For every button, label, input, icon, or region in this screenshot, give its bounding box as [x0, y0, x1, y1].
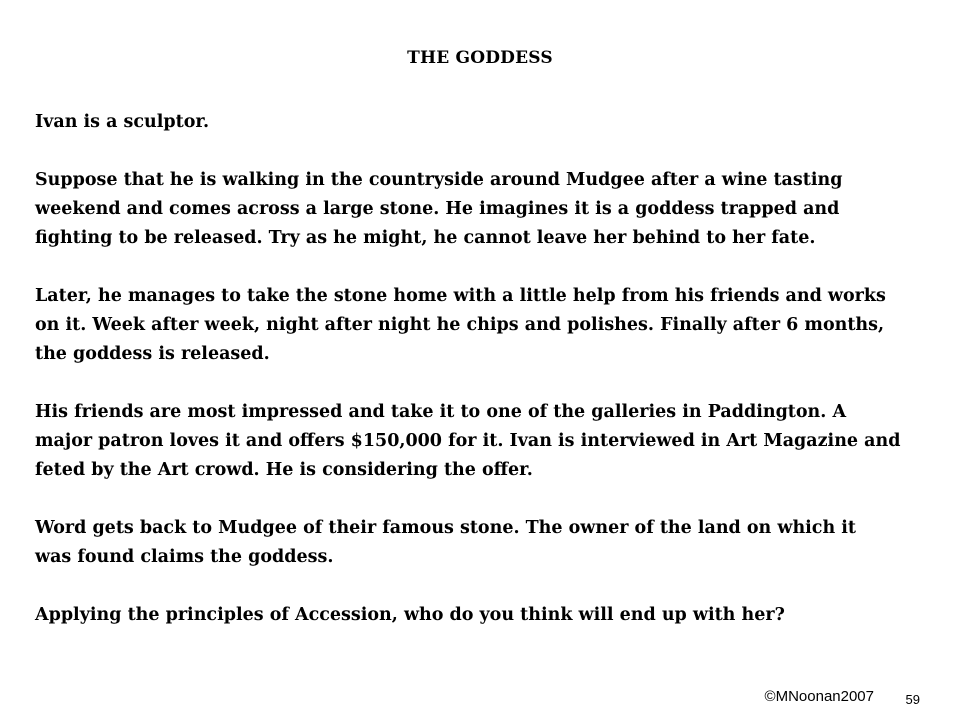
- paragraph-gallery: [35, 398, 930, 485]
- paragraph-line: Applying the principles of Accession, who do you think will end up with her?: [35, 605, 785, 625]
- paragraph-line: on it. Week after week, night after night he chips and polishes. Finally after 6 months,: [35, 315, 885, 335]
- paragraph-line: weekend and comes across a large stone. He imagines it is a goddess trapped and: [35, 199, 840, 219]
- paragraph-claim: [35, 514, 930, 572]
- paragraph-intro: [35, 108, 930, 137]
- paragraph-line: Word gets back to Mudgee of their famous stone. The owner of the land on which it: [35, 518, 857, 538]
- page-number: 59: [905, 692, 920, 707]
- paragraph-work: [35, 282, 930, 369]
- paragraph-question: [35, 601, 930, 630]
- paragraph-line: was found claims the goddess.: [35, 547, 334, 567]
- paragraph-line: His friends are most impressed and take it to one of the galleries in Paddington. A: [35, 402, 847, 422]
- paragraph-line: Suppose that he is walking in the countryside around Mudgee after a wine tasting: [35, 170, 843, 190]
- footer-credit: ©MNoonan2007: [764, 688, 874, 705]
- slide-title: THE GODDESS: [407, 48, 553, 68]
- slide-body: [35, 108, 930, 659]
- paragraph-line: major patron loves it and offers $150,000 for it. Ivan is interviewed in Art Magazine and: [35, 431, 901, 451]
- paragraph-line: fighting to be released. Try as he might, he cannot leave her behind to her fate.: [35, 228, 816, 248]
- paragraph-line: feted by the Art crowd. He is considering the offer.: [35, 460, 533, 480]
- paragraph-line: Later, he manages to take the stone home with a little help from his friends and works: [35, 286, 886, 306]
- paragraph-discovery: [35, 166, 930, 253]
- paragraph-line: the goddess is released.: [35, 344, 270, 364]
- paragraph-line: Ivan is a sculptor.: [35, 112, 210, 132]
